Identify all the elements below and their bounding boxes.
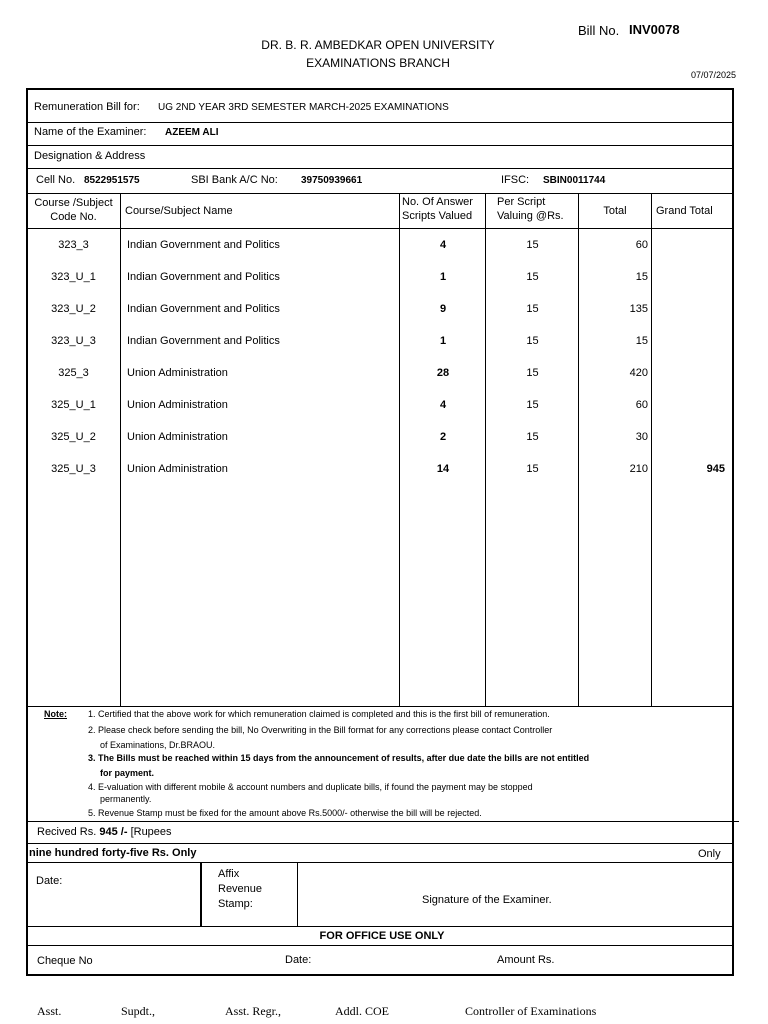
note-item: 3. The Bills must be reached within 15 days from the announcement of results, after due date the bills are not entitled xyxy=(88,753,590,763)
date-label: Date: xyxy=(36,875,63,887)
remuneration-value: UG 2ND YEAR 3RD SEMESTER MARCH-2025 EXAMINATIONS xyxy=(158,102,449,113)
course-code: 325_U_2 xyxy=(51,431,96,443)
course-name: Union Administration xyxy=(127,431,228,443)
received-line xyxy=(37,826,172,838)
stamp-line3: Stamp: xyxy=(218,898,253,910)
header-count-line1: No. Of Answer xyxy=(402,196,473,208)
divider xyxy=(27,228,733,229)
scripts-count: 4 xyxy=(439,399,447,411)
header-code-line1: Course /Subject xyxy=(34,197,113,209)
script-rate: 15 xyxy=(526,271,539,283)
signatory-controller: Controller of Examinations xyxy=(465,1004,597,1018)
course-name: Indian Government and Politics xyxy=(127,239,280,251)
scripts-count: 4 xyxy=(439,239,447,251)
signatory-supdt: Supdt., xyxy=(121,1004,156,1018)
divider xyxy=(27,843,733,844)
column-divider xyxy=(399,193,400,706)
stamp-line1: Affix xyxy=(218,868,240,880)
column-divider xyxy=(651,193,652,706)
header-rate xyxy=(497,195,564,223)
bill-number-label: Bill No. xyxy=(578,23,620,38)
course-code: 325_U_3 xyxy=(51,463,96,475)
row-total: 210 xyxy=(629,463,648,475)
received-prefix: Recived Rs. xyxy=(37,826,97,838)
grand-total: 945 xyxy=(706,463,725,475)
divider xyxy=(27,168,733,169)
amount-in-words: nine hundred forty-five Rs. Only xyxy=(29,847,197,859)
row-total: 30 xyxy=(635,431,648,443)
column-divider xyxy=(578,193,579,706)
signatory-addl-coe: Addl. COE xyxy=(335,1004,389,1018)
course-name: Indian Government and Politics xyxy=(127,335,280,347)
notes-label: Note: xyxy=(44,709,67,719)
course-name: Union Administration xyxy=(127,367,228,379)
stamp-line2: Revenue xyxy=(218,883,263,895)
header-count xyxy=(402,195,473,223)
bank-label: SBI Bank A/C No: xyxy=(191,174,278,186)
column-divider xyxy=(200,862,202,926)
header-code-line2: Code No. xyxy=(50,211,97,223)
header-grand-total: Grand Total xyxy=(656,205,713,217)
course-code: 323_3 xyxy=(58,239,89,251)
office-date-label: Date: xyxy=(285,954,312,966)
cheque-label: Cheque No xyxy=(37,955,93,967)
row-total: 135 xyxy=(629,303,648,315)
divider xyxy=(27,145,733,146)
course-code: 323_U_2 xyxy=(51,303,96,315)
cell-label: Cell No. xyxy=(36,174,76,186)
header-total: Total xyxy=(603,205,627,217)
scripts-count: 14 xyxy=(436,463,450,475)
scripts-count: 28 xyxy=(436,367,450,379)
divider xyxy=(27,122,733,123)
header-count-line2: Scripts Valued xyxy=(402,210,473,222)
bill-number: INV0078 xyxy=(629,22,680,37)
course-name: Indian Government and Politics xyxy=(127,271,280,283)
office-use-title: FOR OFFICE USE ONLY xyxy=(319,930,445,942)
divider xyxy=(27,945,733,946)
amount-only: Only xyxy=(698,848,721,860)
divider xyxy=(27,706,733,707)
divider xyxy=(27,193,733,194)
divider xyxy=(27,862,733,863)
course-name: Union Administration xyxy=(127,399,228,411)
header-name: Course/Subject Name xyxy=(125,205,233,217)
scripts-count: 1 xyxy=(439,271,447,283)
revenue-stamp-box xyxy=(218,867,262,912)
row-total: 420 xyxy=(629,367,648,379)
header-rate-line1: Per Script xyxy=(497,196,546,208)
scripts-count: 2 xyxy=(439,431,447,443)
examiner-label: Name of the Examiner: xyxy=(34,126,147,138)
header-rate-line2: Valuing @Rs. xyxy=(497,210,564,222)
note-item: 5. Revenue Stamp must be fixed for the amount above Rs.5000/- otherwise the bill will be rejected. xyxy=(88,808,482,818)
row-total: 60 xyxy=(635,239,648,251)
bill-date: 07/07/2025 xyxy=(691,70,737,80)
script-rate: 15 xyxy=(526,335,539,347)
university-name: DR. B. R. AMBEDKAR OPEN UNIVERSITY xyxy=(261,38,495,52)
column-divider xyxy=(297,862,298,926)
ifsc-code: SBIN0011744 xyxy=(543,175,606,186)
script-rate: 15 xyxy=(526,239,539,251)
note-item: 4. E-valuation with different mobile & account numbers and duplicate bills, if found the payment may be stopped xyxy=(88,782,533,792)
column-divider xyxy=(120,193,121,706)
divider xyxy=(27,926,733,927)
scripts-count: 9 xyxy=(439,303,447,315)
course-name: Indian Government and Politics xyxy=(127,303,280,315)
course-code: 325_U_1 xyxy=(51,399,96,411)
bank-account: 39750939661 xyxy=(301,175,363,186)
course-code: 323_U_3 xyxy=(51,335,96,347)
note-item: 2. Please check before sending the bill, No Overwriting in the Bill format for any corrections please contact Controller xyxy=(88,725,553,735)
row-total: 15 xyxy=(635,335,648,347)
header-code xyxy=(26,196,121,224)
course-code: 325_3 xyxy=(58,367,89,379)
course-name: Union Administration xyxy=(127,463,228,475)
branch-name: EXAMINATIONS BRANCH xyxy=(306,56,450,70)
row-total: 60 xyxy=(635,399,648,411)
remuneration-label: Remuneration Bill for: xyxy=(34,101,140,113)
scripts-count: 1 xyxy=(439,335,447,347)
row-total: 15 xyxy=(635,271,648,283)
divider xyxy=(27,821,739,822)
script-rate: 15 xyxy=(526,367,539,379)
column-divider xyxy=(485,193,486,706)
note-item-continued: for payment. xyxy=(100,768,155,778)
examiner-name: AZEEM ALI xyxy=(165,127,219,138)
script-rate: 15 xyxy=(526,431,539,443)
note-item-continued: of Examinations, Dr.BRAOU. xyxy=(100,740,216,750)
signatory-asst-regr: Asst. Regr., xyxy=(225,1004,282,1018)
script-rate: 15 xyxy=(526,463,539,475)
amount-label: Amount Rs. xyxy=(497,954,555,966)
script-rate: 15 xyxy=(526,399,539,411)
note-item: 1. Certified that the above work for which remuneration claimed is completed and this is the first bill of remuneration. xyxy=(88,709,550,719)
signatory-asst: Asst. xyxy=(37,1004,62,1018)
ifsc-label: IFSC: xyxy=(501,174,530,186)
received-amount: 945 /- xyxy=(99,826,128,838)
note-item-continued: permanently. xyxy=(100,794,152,804)
cell-number: 8522951575 xyxy=(84,175,140,186)
course-code: 323_U_1 xyxy=(51,271,96,283)
designation-label: Designation & Address xyxy=(34,150,146,162)
examiner-signature-label: Signature of the Examiner. xyxy=(422,894,552,906)
script-rate: 15 xyxy=(526,303,539,315)
received-rupees: [Rupees xyxy=(130,826,172,838)
